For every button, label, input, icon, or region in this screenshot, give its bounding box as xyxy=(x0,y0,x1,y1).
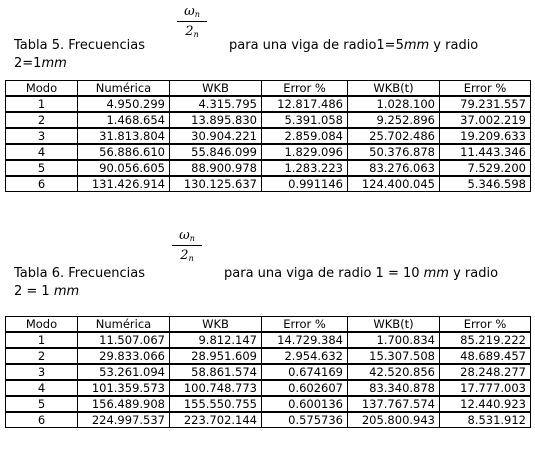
cell-numerica: 131.426.914 xyxy=(78,176,170,192)
fraction-numerator: ω xyxy=(179,228,190,243)
cell-error-t: 17.777.003 xyxy=(440,380,531,396)
cell-error-t: 79.231.557 xyxy=(440,96,531,112)
cell-error-t: 28.248.277 xyxy=(440,364,531,380)
cell-numerica: 156.489.908 xyxy=(78,396,170,412)
fraction-denominator: 2 xyxy=(180,248,189,263)
cell-wkbt: 1.700.834 xyxy=(348,332,440,348)
frequency-table xyxy=(5,316,531,428)
cell-wkbt: 1.028.100 xyxy=(348,96,440,112)
cell-wkb: 223.702.144 xyxy=(170,412,262,428)
col-header-wkb: WKB xyxy=(170,81,262,97)
cell-wkb: 9.812.147 xyxy=(170,332,262,348)
col-header-numerica: Numérica xyxy=(78,81,170,97)
cell-wkbt: 9.252.896 xyxy=(348,112,440,128)
cell-wkb: 13.895.830 xyxy=(170,112,262,128)
table-row xyxy=(6,112,531,128)
cell-modo: 3 xyxy=(6,128,78,144)
fraction-numerator-sub: n xyxy=(189,234,195,243)
table-header-row xyxy=(6,81,531,97)
col-header-wkbt: WKB(t) xyxy=(348,317,440,333)
cell-wkbt: 25.702.486 xyxy=(348,128,440,144)
cell-numerica: 101.359.573 xyxy=(78,380,170,396)
cell-wkbt: 42.520.856 xyxy=(348,364,440,380)
col-header-modo: Modo xyxy=(6,317,78,333)
cell-numerica: 90.056.605 xyxy=(78,160,170,176)
table-row xyxy=(6,128,531,144)
cell-wkb: 58.861.574 xyxy=(170,364,262,380)
fraction-denominator-sub: n xyxy=(193,30,199,39)
cell-numerica: 4.950.299 xyxy=(78,96,170,112)
cell-modo: 2 xyxy=(6,112,78,128)
cell-modo: 6 xyxy=(6,176,78,192)
cell-error-t: 37.002.219 xyxy=(440,112,531,128)
cell-modo: 1 xyxy=(6,96,78,112)
cell-modo: 4 xyxy=(6,144,78,160)
caption-tail xyxy=(229,38,478,54)
cell-wkb: 28.951.609 xyxy=(170,348,262,364)
cell-error-t: 5.346.598 xyxy=(440,176,531,192)
cell-error: 5.391.058 xyxy=(262,112,348,128)
cell-modo: 1 xyxy=(6,332,78,348)
cell-error: 14.729.384 xyxy=(262,332,348,348)
col-header-error: Error % xyxy=(262,317,348,333)
fraction-bar xyxy=(172,245,202,246)
cell-wkb: 130.125.637 xyxy=(170,176,262,192)
caption-lead: Tabla 6. Frecuencias xyxy=(14,266,145,281)
cell-error-t: 48.689.457 xyxy=(440,348,531,364)
cell-error: 0.991146 xyxy=(262,176,348,192)
table-row xyxy=(6,176,531,192)
caption-line-2 xyxy=(14,284,79,300)
caption-tail-text: para una viga de radio1=5 xyxy=(229,38,404,53)
cell-error-t: 8.531.912 xyxy=(440,412,531,428)
cell-error-t: 12.440.923 xyxy=(440,396,531,412)
table-row xyxy=(6,160,531,176)
cell-error: 0.602607 xyxy=(262,380,348,396)
cell-modo: 5 xyxy=(6,396,78,412)
cell-wkbt: 137.767.574 xyxy=(348,396,440,412)
cell-modo: 2 xyxy=(6,348,78,364)
cell-wkb: 30.904.221 xyxy=(170,128,262,144)
cell-wkb: 4.315.795 xyxy=(170,96,262,112)
cell-wkbt: 205.800.943 xyxy=(348,412,440,428)
cell-modo: 6 xyxy=(6,412,78,428)
caption-unit: mm xyxy=(423,266,449,281)
cell-numerica: 53.261.094 xyxy=(78,364,170,380)
table-header-row xyxy=(6,317,531,333)
caption-line2-unit: mm xyxy=(41,56,67,71)
col-header-modo: Modo xyxy=(6,81,78,97)
caption-unit: mm xyxy=(403,38,430,53)
col-header-wkbt: WKB(t) xyxy=(348,81,440,97)
caption-line2-unit: mm xyxy=(53,284,80,299)
frequency-table xyxy=(5,80,531,192)
caption-tail-end: y radio xyxy=(429,38,479,53)
cell-numerica: 29.833.066 xyxy=(78,348,170,364)
table-row xyxy=(6,396,531,412)
caption-tail-text: para una viga de radio 1 = 10 xyxy=(224,266,424,281)
col-header-numerica: Numérica xyxy=(78,317,170,333)
caption-line2-text: 2=1 xyxy=(14,56,42,71)
caption-lead: Tabla 5. Frecuencias xyxy=(14,38,145,53)
fraction-numerator-sub: n xyxy=(194,10,200,19)
table-row xyxy=(6,144,531,160)
cell-error: 0.600136 xyxy=(262,396,348,412)
cell-error: 2.954.632 xyxy=(262,348,348,364)
table-row xyxy=(6,380,531,396)
caption-tail-end: y radio xyxy=(448,266,499,281)
fraction-denominator: 2 xyxy=(185,24,194,39)
cell-error: 12.817.486 xyxy=(262,96,348,112)
caption-line-2 xyxy=(14,56,67,72)
cell-error: 0.674169 xyxy=(262,364,348,380)
cell-error-t: 19.209.633 xyxy=(440,128,531,144)
fraction-numerator: ω xyxy=(184,4,195,19)
table-row xyxy=(6,96,531,112)
cell-wkb: 100.748.773 xyxy=(170,380,262,396)
cell-wkb: 155.550.755 xyxy=(170,396,262,412)
cell-numerica: 1.468.654 xyxy=(78,112,170,128)
frequency-fraction xyxy=(177,4,207,39)
fraction-bar xyxy=(177,21,207,22)
col-header-error-t: Error % xyxy=(440,317,531,333)
col-header-error-t: Error % xyxy=(440,81,531,97)
cell-error: 0.575736 xyxy=(262,412,348,428)
cell-error: 1.829.096 xyxy=(262,144,348,160)
cell-numerica: 224.997.537 xyxy=(78,412,170,428)
cell-numerica: 11.507.067 xyxy=(78,332,170,348)
table-row xyxy=(6,412,531,428)
cell-numerica: 56.886.610 xyxy=(78,144,170,160)
cell-numerica: 31.813.804 xyxy=(78,128,170,144)
col-header-wkb: WKB xyxy=(170,317,262,333)
cell-error: 1.283.223 xyxy=(262,160,348,176)
cell-wkb: 88.900.978 xyxy=(170,160,262,176)
cell-modo: 3 xyxy=(6,364,78,380)
cell-wkbt: 15.307.508 xyxy=(348,348,440,364)
cell-wkbt: 50.376.878 xyxy=(348,144,440,160)
fraction-denominator-sub: n xyxy=(188,254,194,263)
cell-error-t: 7.529.200 xyxy=(440,160,531,176)
cell-wkbt: 124.400.045 xyxy=(348,176,440,192)
cell-wkb: 55.846.099 xyxy=(170,144,262,160)
frequency-fraction xyxy=(172,228,202,263)
caption-line2-text: 2 = 1 xyxy=(14,284,54,299)
cell-wkbt: 83.340.878 xyxy=(348,380,440,396)
col-header-error: Error % xyxy=(262,81,348,97)
cell-wkbt: 83.276.063 xyxy=(348,160,440,176)
table-row xyxy=(6,364,531,380)
table-row xyxy=(6,332,531,348)
cell-error-t: 11.443.346 xyxy=(440,144,531,160)
cell-error: 2.859.084 xyxy=(262,128,348,144)
table-row xyxy=(6,348,531,364)
cell-modo: 5 xyxy=(6,160,78,176)
cell-modo: 4 xyxy=(6,380,78,396)
caption-tail xyxy=(224,266,498,282)
cell-error-t: 85.219.222 xyxy=(440,332,531,348)
